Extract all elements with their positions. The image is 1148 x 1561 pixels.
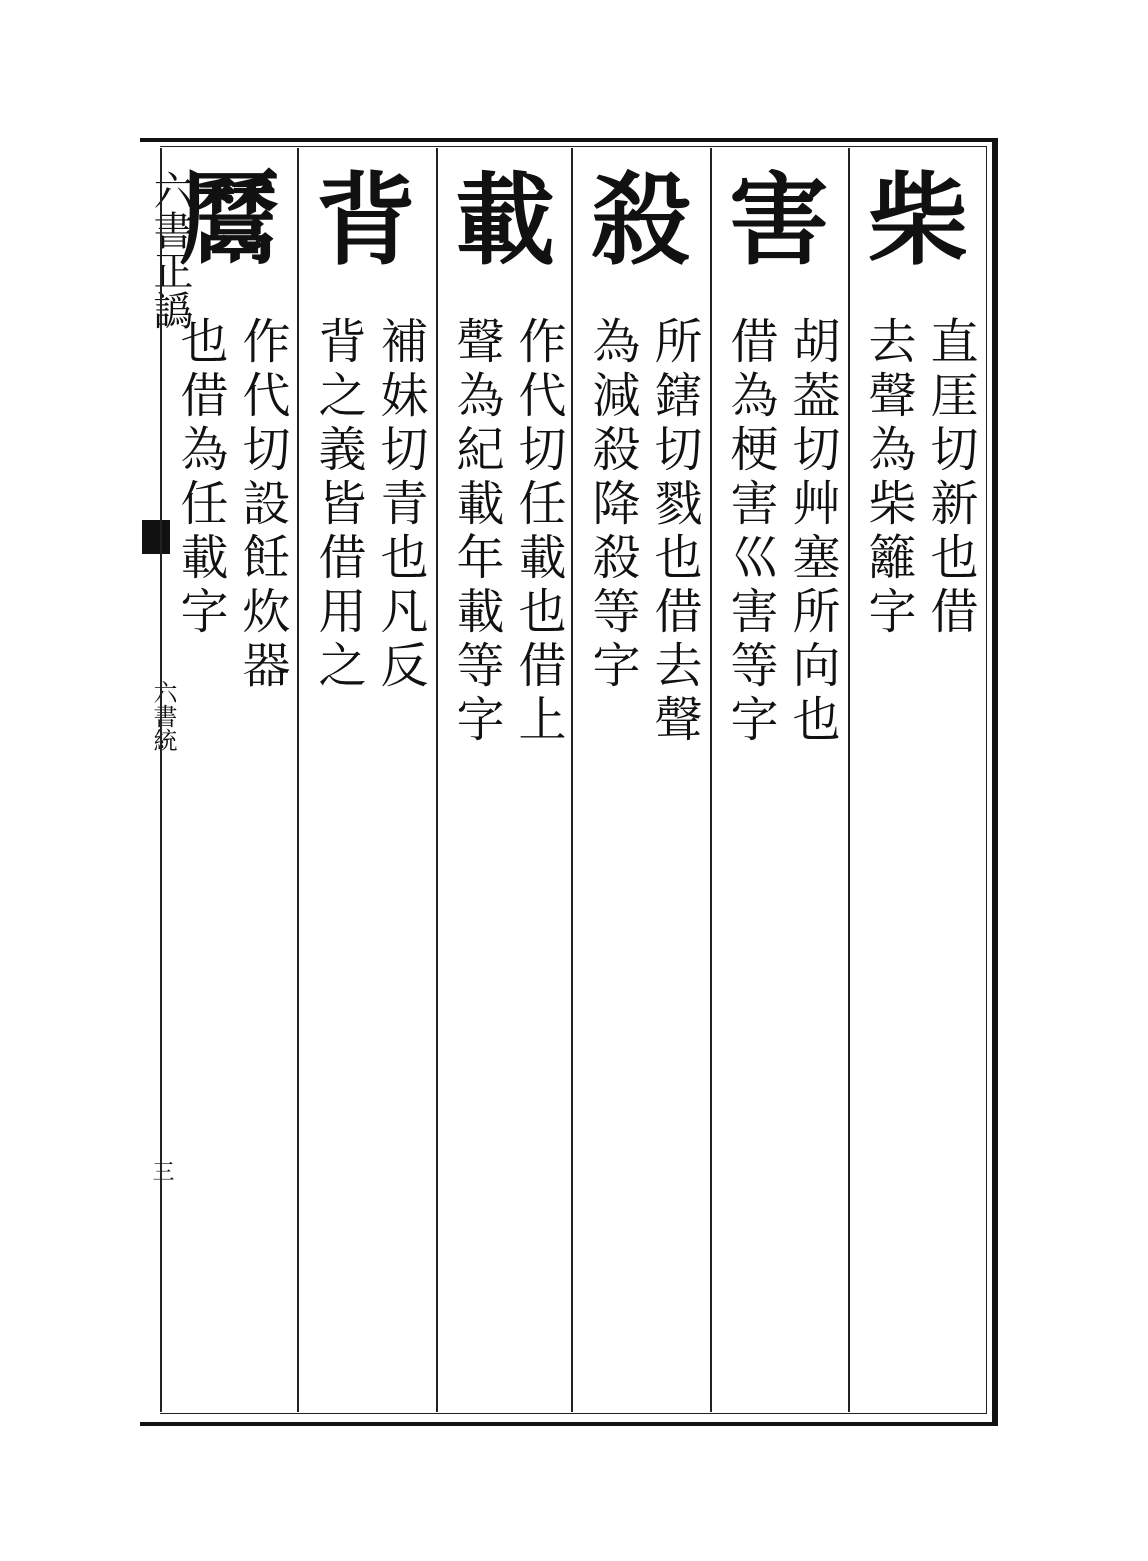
entry-text-line: 為減殺降殺等字 xyxy=(584,316,640,694)
seal-character: 害 xyxy=(729,161,829,279)
column-rule xyxy=(710,148,712,1412)
book-title: 六書正譌 xyxy=(147,170,193,330)
column-rule xyxy=(160,148,162,1412)
seal-character: 背 xyxy=(316,161,416,279)
column-rule xyxy=(436,148,438,1412)
entry-text-line: 去聲為柴籬字 xyxy=(860,316,916,640)
column-rule xyxy=(848,148,850,1412)
page-number: 三 xyxy=(149,1160,174,1182)
entry-text-line: 補妹切青也凡反 xyxy=(372,316,428,694)
entry-text-line: 直厓切新也借 xyxy=(922,316,978,640)
section-title: 六書統 xyxy=(149,680,177,752)
entry-text-line: 也借為任載字 xyxy=(172,316,228,640)
entry-text-line: 作代切任載也借上 xyxy=(510,316,566,748)
seal-character: 𩱔 xyxy=(179,161,279,279)
entry-text-line: 胡葢切艸塞所向也 xyxy=(784,316,840,748)
entry-text-line: 作代切設飪炊器 xyxy=(234,316,290,694)
column-rule xyxy=(297,148,299,1412)
seal-character: 殺 xyxy=(591,161,691,279)
seal-character: 柴 xyxy=(868,161,968,279)
seal-character: 載 xyxy=(455,161,555,279)
column-rule xyxy=(571,148,573,1412)
entry-text-line: 聲為紀載年載等字 xyxy=(448,316,504,748)
entry-text-line: 所鎋切戮也借去聲 xyxy=(646,316,702,748)
entry-text-line: 背之義皆借用之 xyxy=(310,316,366,694)
entry-text-line: 借為梗害巛害等字 xyxy=(722,316,778,748)
